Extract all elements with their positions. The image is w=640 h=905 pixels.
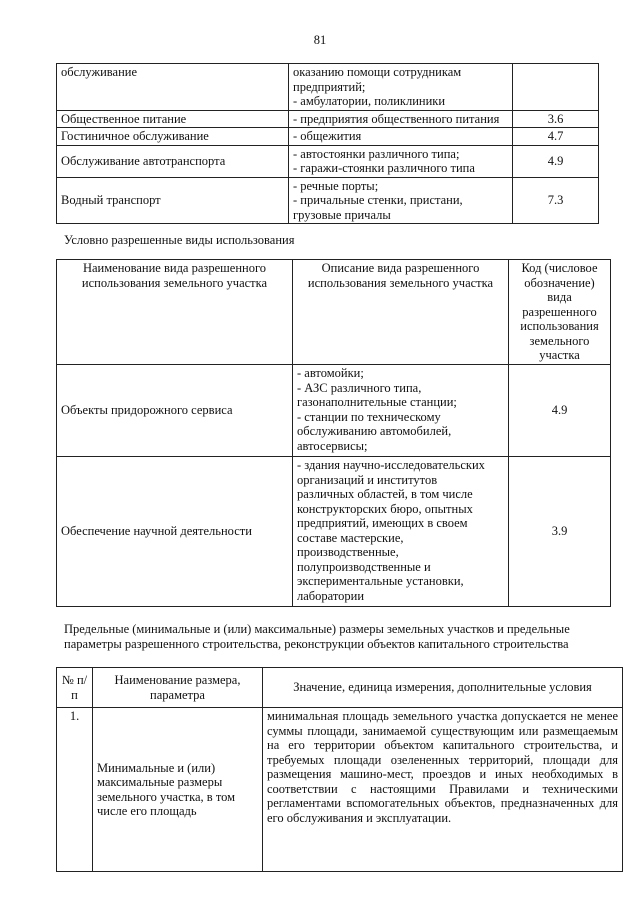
description-line: различных областей, в том числе — [297, 487, 473, 501]
permitted-uses-table — [56, 63, 599, 224]
description-line: производственные, — [297, 545, 399, 559]
column-header-number: № п/п — [57, 668, 93, 708]
description-line: обслуживанию автомобилей, — [297, 424, 452, 438]
use-name-cell: Водный транспорт — [57, 177, 289, 224]
use-name-cell: Объекты придорожного сервиса — [57, 365, 293, 457]
use-description-cell — [293, 365, 509, 457]
column-header-description: Описание вида разрешенного использования земельного участка — [293, 260, 509, 365]
section-heading: Условно разрешенные виды использования — [64, 233, 295, 247]
table-header-row — [57, 668, 623, 708]
row-number-cell: 1. — [57, 708, 93, 872]
use-description-cell — [289, 145, 513, 177]
use-code-cell: 3.9 — [509, 457, 611, 607]
description-line: оказанию помощи сотрудникам — [293, 65, 462, 79]
use-description-cell: - предприятия общественного питания — [289, 110, 513, 128]
use-description-cell — [293, 457, 509, 607]
use-description-cell: - общежития — [289, 128, 513, 146]
column-header-name: Наименование вида разрешенного использования земельного участка — [57, 260, 293, 365]
description-line: предприятий; — [293, 79, 366, 94]
description-line: - автостоянки различного типа; — [293, 146, 460, 161]
use-name-cell: Обеспечение научной деятельности — [57, 457, 293, 607]
column-header-code: Код (числовое обозначение) вида разрешенного использования земельного участка — [509, 260, 611, 365]
use-name-cell: обслуживание — [57, 64, 289, 111]
parameter-name-cell: Минимальные и (или) максимальные размеры земельного участка, в том числе его площадь — [93, 708, 263, 872]
description-line: - АЗС различного типа, — [297, 380, 422, 395]
description-line: - автомойки; — [297, 366, 364, 380]
parameters-table — [56, 667, 623, 872]
description-line: конструкторских бюро, опытных — [297, 501, 473, 516]
table-row — [57, 110, 599, 128]
description-line: грузовые причалы — [293, 207, 391, 222]
use-name-cell: Обслуживание автотранспорта — [57, 145, 289, 177]
description-line: - амбулатории, поликлиники — [293, 94, 446, 108]
description-line: газонаполнительные станции; — [297, 395, 457, 409]
table-header-row — [57, 260, 611, 365]
page-number: 81 — [313, 33, 327, 47]
description-line: составе мастерские, — [297, 530, 404, 545]
table-row — [57, 457, 611, 607]
description-line: - здания научно-исследовательских — [297, 458, 485, 472]
description-line: организаций и институтов — [297, 472, 438, 487]
table-row — [57, 365, 611, 457]
description-line: автосервисы; — [297, 438, 368, 453]
use-name-cell: Гостиничное обслуживание — [57, 128, 289, 146]
description-line: - гаражи-стоянки различного типа — [293, 161, 475, 175]
section-heading: Предельные (минимальные и (или) максимальные) размеры земельных участков и предельные параметры разрешенного строительства, реконструкции объектов капитального строительства — [64, 622, 570, 651]
conditional-uses-table — [56, 259, 611, 607]
description-line: - станции по техническому — [297, 409, 441, 424]
description-line: экспериментальные установки, — [297, 574, 464, 588]
parameter-value-cell: минимальная площадь земельного участка допускается не менее суммы площади, занимаемой существующим или размещаемым на его территории объектом капитального строительства, и требуемых площади озелененных территорий, площади для размещения машино-мест, проездов и иных необходимых в соответствии с настоящими Правилами и техническими регламентами вспомогательных объектов, предназначенных для его обслуживания и эксплуатации. — [263, 708, 623, 872]
table-row — [57, 177, 599, 224]
use-code-cell — [513, 64, 599, 111]
use-description-cell — [289, 177, 513, 224]
column-header-value: Значение, единица измерения, дополнительные условия — [263, 668, 623, 708]
use-name-cell: Общественное питание — [57, 110, 289, 128]
description-line: лаборатории — [297, 588, 365, 603]
description-line: предприятий, имеющих в своем — [297, 516, 468, 530]
table-row — [57, 145, 599, 177]
description-line: полупроизводственные и — [297, 559, 431, 574]
use-code-cell: 4.7 — [513, 128, 599, 146]
table-row — [57, 708, 623, 872]
use-code-cell: 7.3 — [513, 177, 599, 224]
use-description-cell — [289, 64, 513, 111]
table-row — [57, 128, 599, 146]
table-row — [57, 64, 599, 111]
use-code-cell: 4.9 — [513, 145, 599, 177]
use-code-cell: 3.6 — [513, 110, 599, 128]
description-line: - речные порты; — [293, 178, 379, 193]
use-code-cell: 4.9 — [509, 365, 611, 457]
description-line: - причальные стенки, пристани, — [293, 193, 463, 207]
column-header-parameter: Наименование размера, параметра — [93, 668, 263, 708]
